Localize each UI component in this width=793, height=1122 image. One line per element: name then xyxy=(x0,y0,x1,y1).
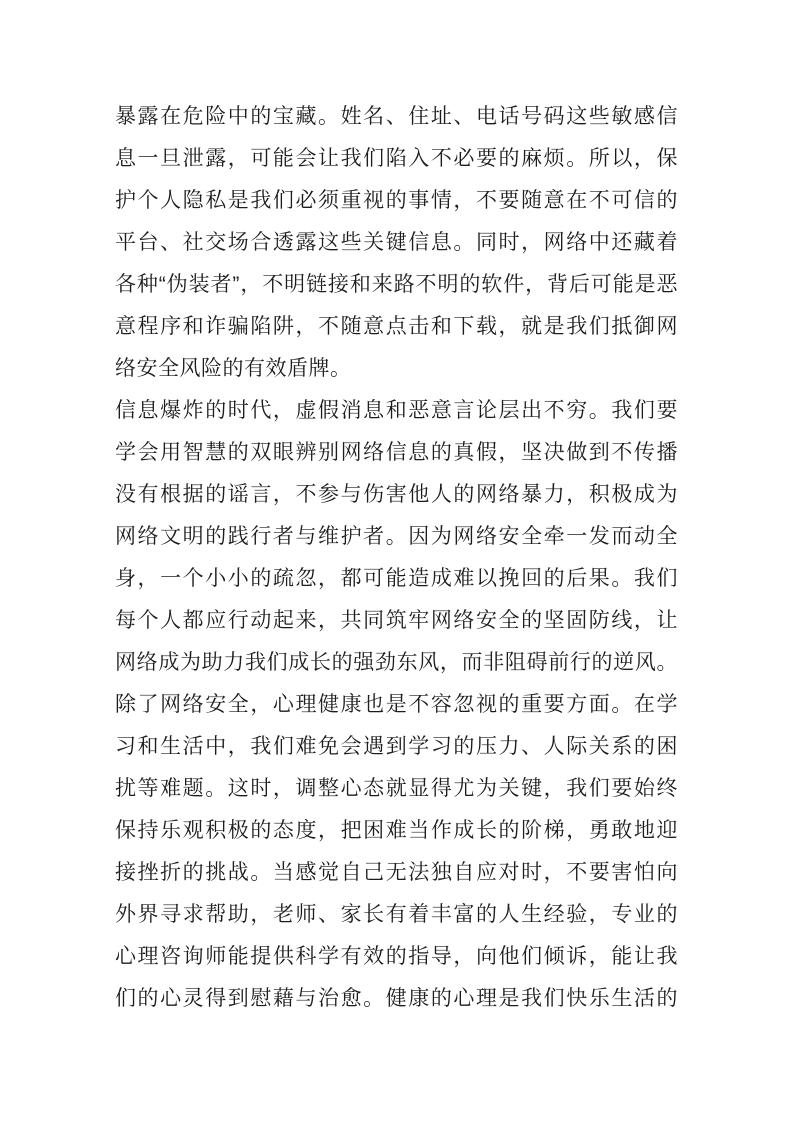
text-line: 息一旦泄露，可能会让我们陷入不必要的麻烦。所以，保 xyxy=(115,147,678,170)
paragraph xyxy=(115,684,678,1020)
text-line: 扰等难题。这时，调整心态就显得尤为关键，我们要始终 xyxy=(115,777,678,800)
text-line: 身，一个小小的疏忽，都可能造成难以挽回的后果。我们 xyxy=(115,567,678,590)
text-line: 各种“伪装者”，不明链接和来路不明的软件，背后可能是恶 xyxy=(115,273,678,296)
text-line: 每个人都应行动起来，共同筑牢网络安全的坚固防线，让 xyxy=(115,609,678,632)
text-line: 意程序和诈骗陷阱，不随意点击和下载，就是我们抵御网 xyxy=(115,315,678,338)
text-line: 网络文明的践行者与维护者。因为网络安全牵一发而动全 xyxy=(115,525,678,548)
text-line: 们的心灵得到慰藉与治愈。健康的心理是我们快乐生活的 xyxy=(115,987,678,1010)
text-line: 络安全风险的有效盾牌。 xyxy=(115,357,352,380)
document-body xyxy=(115,96,678,1020)
text-line: 习和生活中，我们难免会遇到学习的压力、人际关系的困 xyxy=(115,735,678,758)
text-line: 暴露在危险中的宝藏。姓名、住址、电话号码这些敏感信 xyxy=(115,105,678,128)
text-line: 信息爆炸的时代，虚假消息和恶意言论层出不穷。我们要 xyxy=(115,399,678,422)
text-line: 外界寻求帮助，老师、家长有着丰富的人生经验，专业的 xyxy=(115,903,678,926)
text-line: 保持乐观积极的态度，把困难当作成长的阶梯，勇敢地迎 xyxy=(115,819,678,842)
text-line: 没有根据的谣言，不参与伤害他人的网络暴力，积极成为 xyxy=(115,483,678,506)
paragraph xyxy=(115,96,678,390)
text-line: 学会用智慧的双眼辨别网络信息的真假，坚决做到不传播 xyxy=(115,441,678,464)
text-line: 网络成为助力我们成长的强劲东风，而非阻碍前行的逆风。 xyxy=(115,651,678,674)
paragraph xyxy=(115,390,678,684)
text-line: 护个人隐私是我们必须重视的事情，不要随意在不可信的 xyxy=(115,189,678,212)
text-line: 除了网络安全，心理健康也是不容忽视的重要方面。在学 xyxy=(115,693,678,716)
text-line: 心理咨询师能提供科学有效的指导，向他们倾诉，能让我 xyxy=(115,945,678,968)
text-line: 平台、社交场合透露这些关键信息。同时，网络中还藏着 xyxy=(115,231,678,254)
text-line: 接挫折的挑战。当感觉自己无法独自应对时，不要害怕向 xyxy=(115,861,678,884)
